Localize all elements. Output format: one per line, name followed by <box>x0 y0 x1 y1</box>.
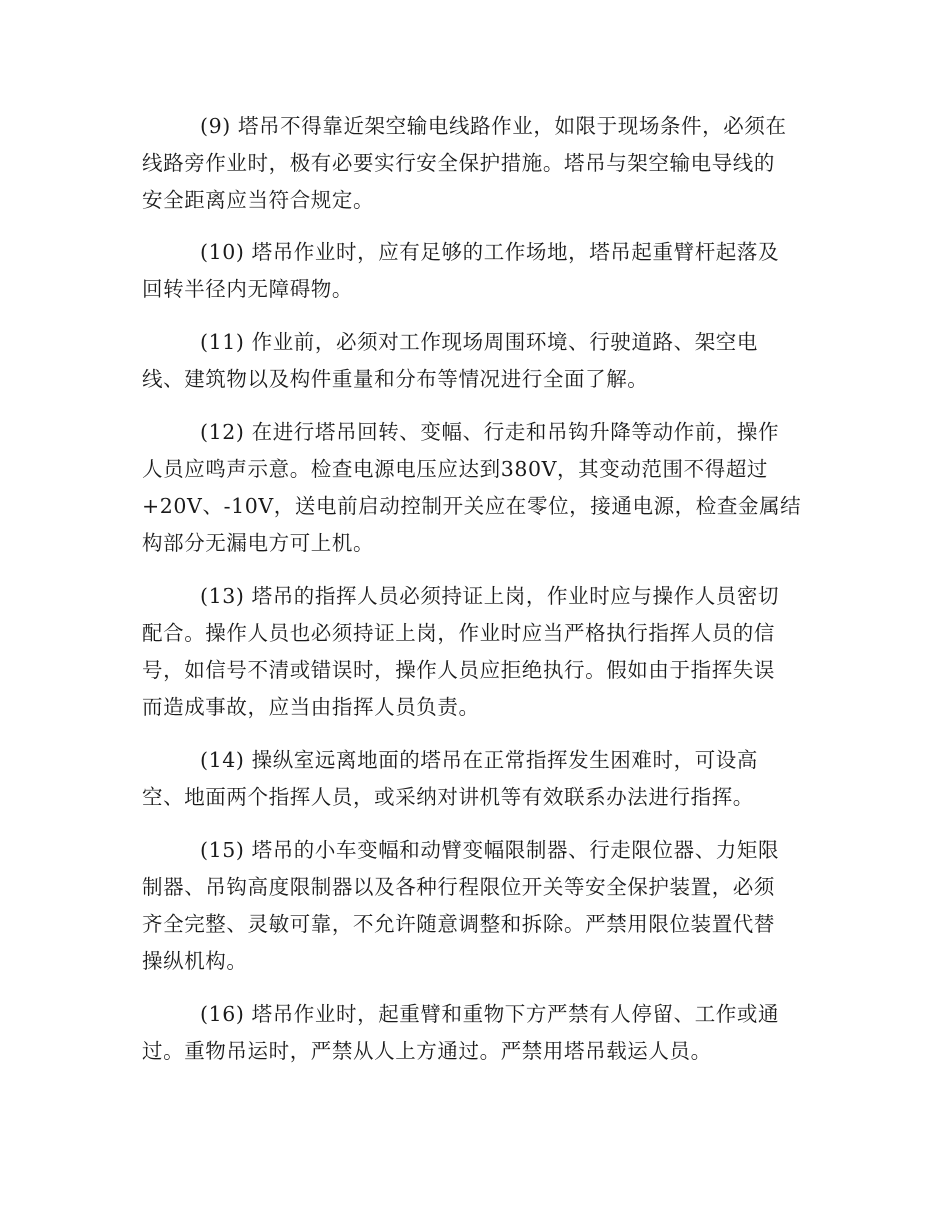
paragraph-line: 回转半径内无障碍物。 <box>142 277 353 301</box>
paragraph-9 <box>142 108 812 219</box>
paragraph-line: 而造成事故，应当由指挥人员负责。 <box>142 695 480 719</box>
paragraph-14 <box>142 742 812 816</box>
paragraph-line: (14) 操纵室远离地面的塔吊在正常指挥发生困难时，可设高 <box>200 748 758 772</box>
paragraph-line: 线路旁作业时，极有必要实行安全保护措施。塔吊与架空输电导线的 <box>142 151 775 175</box>
paragraph-line: 配合。操作人员也必须持证上岗，作业时应当严格执行指挥人员的信 <box>142 621 775 645</box>
paragraph-12 <box>142 414 812 562</box>
paragraph-line: (12) 在进行塔吊回转、变幅、行走和吊钩升降等动作前，操作 <box>200 420 780 444</box>
paragraph-line: 安全距离应当符合规定。 <box>142 188 375 212</box>
paragraph-11 <box>142 324 812 398</box>
paragraph-line: (13) 塔吊的指挥人员必须持证上岗，作业时应与操作人员密切 <box>200 584 780 608</box>
paragraph-line: 人员应鸣声示意。检查电源电压应达到380V，其变动范围不得超过 <box>142 457 769 481</box>
paragraph-line: 线、建筑物以及构件重量和分布等情况进行全面了解。 <box>142 367 649 391</box>
paragraph-line: 齐全完整、灵敏可靠，不允许随意调整和拆除。严禁用限位装置代替 <box>142 912 775 936</box>
paragraph-10 <box>142 234 812 308</box>
paragraph-15 <box>142 832 812 980</box>
paragraph-line: +20V、-10V，送电前启动控制开关应在零位，接通电源，检查金属结 <box>142 494 802 518</box>
paragraph-line: (16) 塔吊作业时，起重臂和重物下方严禁有人停留、工作或通 <box>200 1002 780 1026</box>
paragraph-line: 号，如信号不清或错误时，操作人员应拒绝执行。假如由于指挥失误 <box>142 658 775 682</box>
paragraph-16 <box>142 996 812 1070</box>
paragraph-line: (15) 塔吊的小车变幅和动臂变幅限制器、行走限位器、力矩限 <box>200 838 780 862</box>
paragraph-13 <box>142 578 812 726</box>
paragraph-line: 制器、吊钩高度限制器以及各种行程限位开关等安全保护装置，必须 <box>142 875 775 899</box>
paragraph-line: 构部分无漏电方可上机。 <box>142 531 375 555</box>
paragraph-line: (10) 塔吊作业时，应有足够的工作场地，塔吊起重臂杆起落及 <box>200 240 780 264</box>
paragraph-line: 空、地面两个指挥人员，或采纳对讲机等有效联系办法进行指挥。 <box>142 785 754 809</box>
paragraph-line: 操纵机构。 <box>142 949 248 973</box>
paragraph-line: (9) 塔吊不得靠近架空输电线路作业，如限于现场条件，必须在 <box>200 114 787 138</box>
paragraph-line: 过。重物吊运时，严禁从人上方通过。严禁用塔吊载运人员。 <box>142 1039 712 1063</box>
paragraph-line: (11) 作业前，必须对工作现场周围环境、行驶道路、架空电 <box>200 330 758 354</box>
